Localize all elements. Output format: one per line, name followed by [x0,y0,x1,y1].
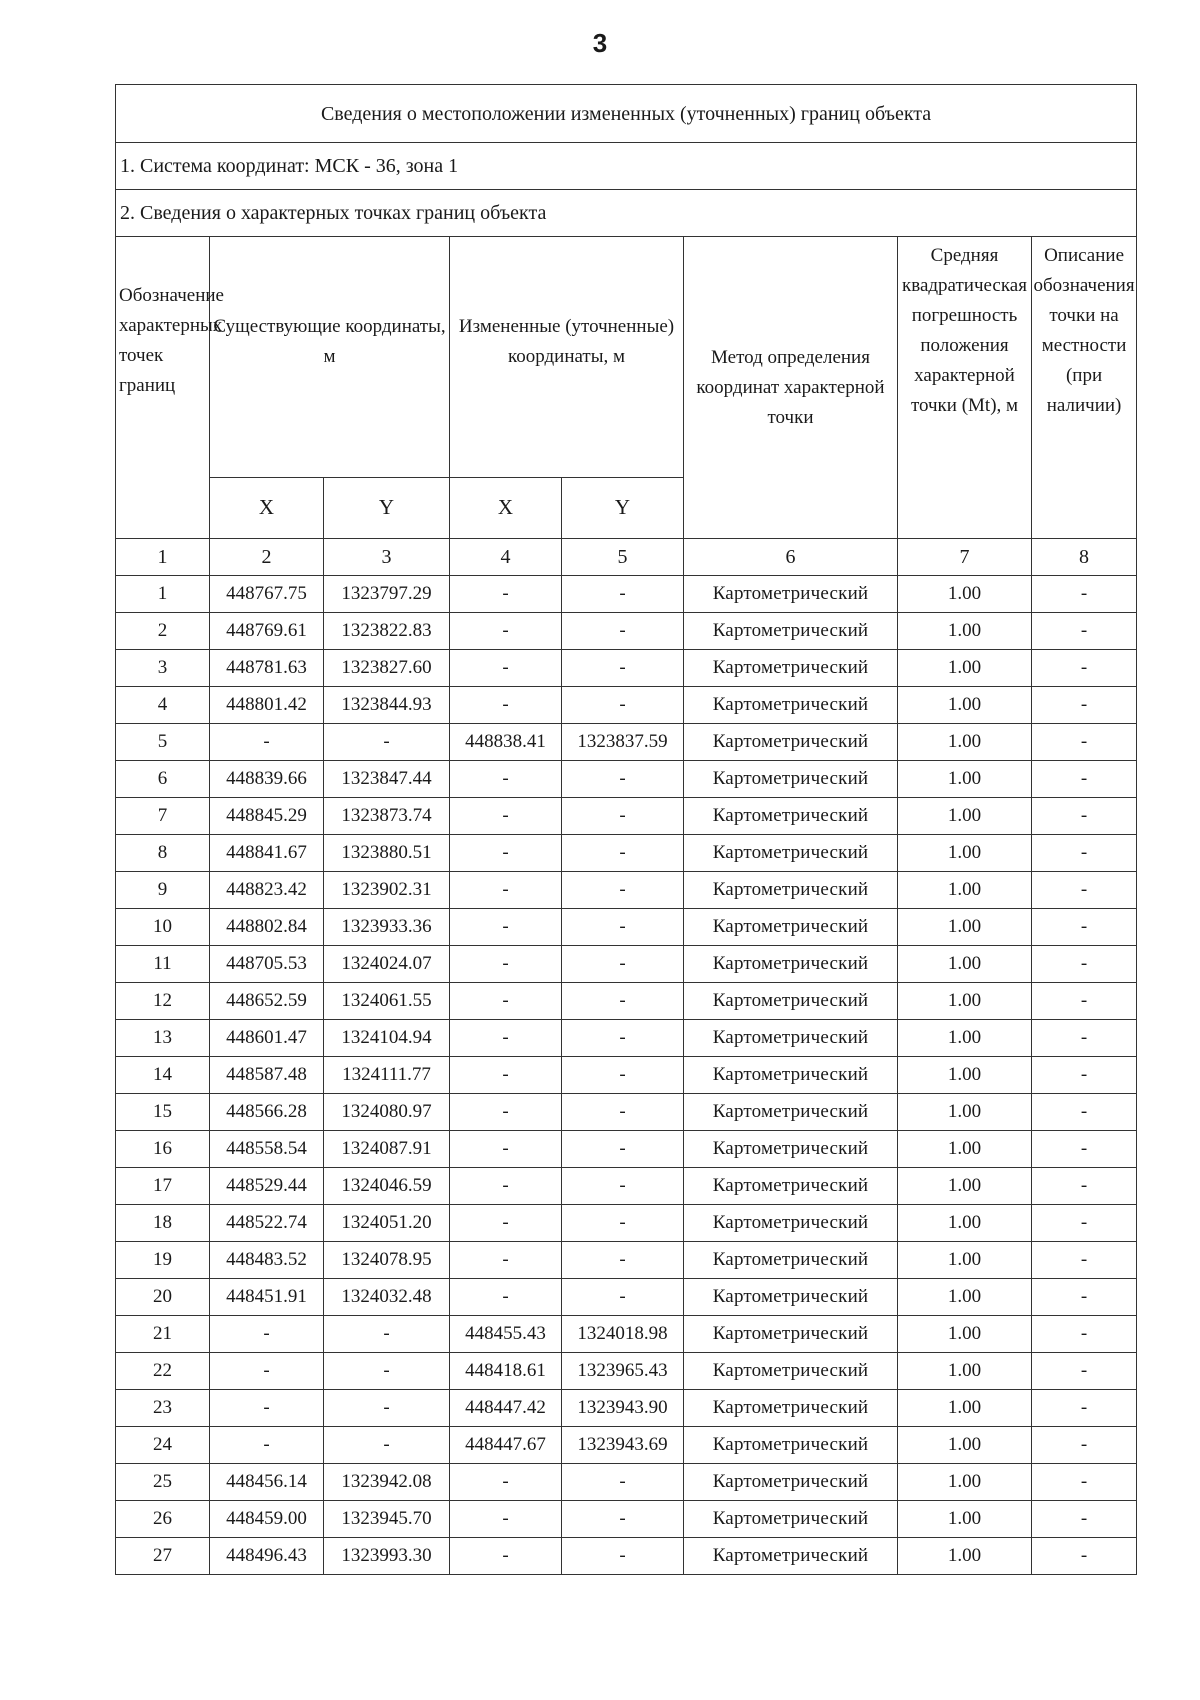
changed-y-cell: - [562,835,684,872]
existing-x-cell: 448483.52 [210,1242,324,1279]
table-row [116,724,1137,761]
method-cell: Картометрический [684,687,898,724]
existing-y-cell: 1324051.20 [324,1205,450,1242]
accuracy-cell: 1.00 [898,1131,1032,1168]
page-number: 3 [592,28,608,58]
changed-y-cell: - [562,798,684,835]
method-cell: Картометрический [684,1390,898,1427]
header-existing-coords: Существующие координаты, м [210,237,450,478]
changed-x-cell: - [450,1279,562,1316]
existing-x-cell: 448601.47 [210,1020,324,1057]
changed-y-cell: - [562,1205,684,1242]
method-cell: Картометрический [684,1057,898,1094]
table-row [116,1242,1137,1279]
column-number: 3 [324,539,450,576]
existing-y-cell: 1324024.07 [324,946,450,983]
existing-y-cell: 1323873.74 [324,798,450,835]
method-cell: Картометрический [684,613,898,650]
coordinate-system: 1. Система координат: МСК - 36, зона 1 [116,143,1137,190]
changed-y-cell: - [562,687,684,724]
existing-y-cell: 1324104.94 [324,1020,450,1057]
description-cell: - [1032,1131,1137,1168]
table-row [116,983,1137,1020]
description-cell: - [1032,909,1137,946]
existing-y-cell: - [324,724,450,761]
description-cell: - [1032,835,1137,872]
description-cell: - [1032,1501,1137,1538]
changed-y-cell: 1323943.69 [562,1427,684,1464]
point-number-cell: 17 [116,1168,210,1205]
column-number: 5 [562,539,684,576]
accuracy-cell: 1.00 [898,1538,1032,1575]
changed-y-cell: - [562,1464,684,1501]
method-cell: Картометрический [684,1316,898,1353]
changed-y-cell: - [562,983,684,1020]
description-cell: - [1032,983,1137,1020]
existing-y-cell: 1323797.29 [324,576,450,613]
description-cell: - [1032,946,1137,983]
table-row [116,872,1137,909]
existing-x-cell: 448845.29 [210,798,324,835]
point-number-cell: 21 [116,1316,210,1353]
method-cell: Картометрический [684,1501,898,1538]
description-cell: - [1032,1390,1137,1427]
point-number-cell: 26 [116,1501,210,1538]
existing-y-cell: 1324087.91 [324,1131,450,1168]
method-cell: Картометрический [684,1020,898,1057]
changed-y-cell: - [562,1057,684,1094]
point-number-cell: 22 [116,1353,210,1390]
accuracy-cell: 1.00 [898,1316,1032,1353]
existing-x-cell: 448781.63 [210,650,324,687]
accuracy-cell: 1.00 [898,1279,1032,1316]
description-cell: - [1032,1205,1137,1242]
changed-y-cell: - [562,872,684,909]
accuracy-cell: 1.00 [898,1205,1032,1242]
changed-x-cell: - [450,798,562,835]
point-number-cell: 8 [116,835,210,872]
accuracy-cell: 1.00 [898,1168,1032,1205]
existing-x-cell: 448456.14 [210,1464,324,1501]
column-number: 8 [1032,539,1137,576]
changed-y-cell: 1324018.98 [562,1316,684,1353]
table-row [116,1094,1137,1131]
existing-y-cell: 1323902.31 [324,872,450,909]
changed-x-cell: - [450,1501,562,1538]
column-number: 4 [450,539,562,576]
changed-y-cell: 1323943.90 [562,1390,684,1427]
boundary-points-table [115,84,1137,1575]
existing-y-cell: 1324078.95 [324,1242,450,1279]
changed-x-cell: - [450,872,562,909]
existing-x-cell: 448767.75 [210,576,324,613]
column-number: 7 [898,539,1032,576]
existing-x-cell: 448496.43 [210,1538,324,1575]
method-cell: Картометрический [684,1279,898,1316]
table-row [116,1020,1137,1057]
changed-x-cell: - [450,1205,562,1242]
changed-y-cell: - [562,613,684,650]
method-cell: Картометрический [684,1538,898,1575]
table-row [116,1131,1137,1168]
description-cell: - [1032,1316,1137,1353]
changed-x-cell: - [450,576,562,613]
accuracy-cell: 1.00 [898,1057,1032,1094]
changed-x-cell: - [450,1464,562,1501]
changed-y-cell: - [562,1168,684,1205]
method-cell: Картометрический [684,872,898,909]
method-cell: Картометрический [684,1464,898,1501]
point-number-cell: 19 [116,1242,210,1279]
changed-y-cell: - [562,576,684,613]
method-cell: Картометрический [684,761,898,798]
header-method: Метод определения координат характерной точки [684,237,898,539]
existing-y-cell: 1323942.08 [324,1464,450,1501]
changed-y-cell: - [562,650,684,687]
point-number-cell: 27 [116,1538,210,1575]
existing-x-cell: - [210,1316,324,1353]
accuracy-cell: 1.00 [898,983,1032,1020]
accuracy-cell: 1.00 [898,1353,1032,1390]
existing-y-cell: 1323993.30 [324,1538,450,1575]
accuracy-cell: 1.00 [898,1427,1032,1464]
point-number-cell: 11 [116,946,210,983]
column-numbers-row [116,539,1137,576]
description-cell: - [1032,1168,1137,1205]
accuracy-cell: 1.00 [898,946,1032,983]
existing-x-cell: 448705.53 [210,946,324,983]
table-row [116,576,1137,613]
changed-x-cell: 448447.67 [450,1427,562,1464]
table-row [116,1427,1137,1464]
point-number-cell: 14 [116,1057,210,1094]
point-number-cell: 9 [116,872,210,909]
header-description: Описание обозначения точки на местности (при наличии) [1032,237,1137,539]
changed-y-cell: - [562,1538,684,1575]
table-row [116,1205,1137,1242]
changed-x-cell: - [450,835,562,872]
existing-y-cell: - [324,1427,450,1464]
table-row [116,835,1137,872]
changed-x-cell: 448447.42 [450,1390,562,1427]
changed-x-cell: - [450,1131,562,1168]
existing-x-cell: 448566.28 [210,1094,324,1131]
existing-y-cell: 1323933.36 [324,909,450,946]
accuracy-cell: 1.00 [898,1501,1032,1538]
existing-x-cell: 448451.91 [210,1279,324,1316]
point-number-cell: 3 [116,650,210,687]
point-number-cell: 4 [116,687,210,724]
existing-x-cell: 448839.66 [210,761,324,798]
existing-x-cell: - [210,1353,324,1390]
changed-y-cell: - [562,1242,684,1279]
changed-y-cell: 1323837.59 [562,724,684,761]
method-cell: Картометрический [684,983,898,1020]
table-row [116,650,1137,687]
description-cell: - [1032,1353,1137,1390]
changed-x-cell: - [450,1242,562,1279]
method-cell: Картометрический [684,909,898,946]
point-number-cell: 20 [116,1279,210,1316]
changed-y-cell: - [562,1020,684,1057]
method-cell: Картометрический [684,1094,898,1131]
method-cell: Картометрический [684,835,898,872]
existing-y-cell: 1324046.59 [324,1168,450,1205]
method-cell: Картометрический [684,1168,898,1205]
existing-y-cell: 1323822.83 [324,613,450,650]
method-cell: Картометрический [684,1242,898,1279]
point-number-cell: 15 [116,1094,210,1131]
accuracy-cell: 1.00 [898,576,1032,613]
table-row [116,687,1137,724]
existing-y-cell: 1324061.55 [324,983,450,1020]
description-cell: - [1032,1242,1137,1279]
method-cell: Картометрический [684,1131,898,1168]
table-row [116,761,1137,798]
header-changed-x: X [450,478,562,539]
header-point-designation: Обозначение характерных точек границ [116,237,210,539]
existing-x-cell: 448522.74 [210,1205,324,1242]
accuracy-cell: 1.00 [898,761,1032,798]
column-number: 6 [684,539,898,576]
existing-x-cell: 448802.84 [210,909,324,946]
point-number-cell: 1 [116,576,210,613]
method-cell: Картометрический [684,650,898,687]
changed-y-cell: - [562,1131,684,1168]
table-row [116,1538,1137,1575]
method-cell: Картометрический [684,1205,898,1242]
existing-x-cell: 448529.44 [210,1168,324,1205]
existing-x-cell: - [210,724,324,761]
existing-x-cell: 448841.67 [210,835,324,872]
accuracy-cell: 1.00 [898,687,1032,724]
table-title: Сведения о местоположении измененных (уточненных) границ объекта [116,85,1137,143]
table-row [116,798,1137,835]
accuracy-cell: 1.00 [898,1390,1032,1427]
changed-x-cell: - [450,1094,562,1131]
description-cell: - [1032,650,1137,687]
changed-x-cell: 448418.61 [450,1353,562,1390]
accuracy-cell: 1.00 [898,835,1032,872]
existing-x-cell: 448801.42 [210,687,324,724]
existing-y-cell: 1323827.60 [324,650,450,687]
column-number: 1 [116,539,210,576]
table-row [116,613,1137,650]
point-number-cell: 23 [116,1390,210,1427]
table-row [116,1353,1137,1390]
point-number-cell: 5 [116,724,210,761]
table-row [116,1464,1137,1501]
accuracy-cell: 1.00 [898,909,1032,946]
existing-x-cell: 448823.42 [210,872,324,909]
table-row [116,1168,1137,1205]
changed-x-cell: - [450,1538,562,1575]
existing-x-cell: 448558.54 [210,1131,324,1168]
method-cell: Картометрический [684,1427,898,1464]
existing-y-cell: 1323844.93 [324,687,450,724]
method-cell: Картометрический [684,798,898,835]
header-existing-y: Y [324,478,450,539]
description-cell: - [1032,576,1137,613]
existing-y-cell: - [324,1316,450,1353]
changed-x-cell: - [450,761,562,798]
accuracy-cell: 1.00 [898,1242,1032,1279]
existing-y-cell: 1323847.44 [324,761,450,798]
table-row [116,909,1137,946]
description-cell: - [1032,1464,1137,1501]
existing-y-cell: 1324111.77 [324,1057,450,1094]
changed-x-cell: - [450,650,562,687]
column-number: 2 [210,539,324,576]
existing-y-cell: 1324032.48 [324,1279,450,1316]
accuracy-cell: 1.00 [898,724,1032,761]
method-cell: Картометрический [684,724,898,761]
accuracy-cell: 1.00 [898,613,1032,650]
point-number-cell: 13 [116,1020,210,1057]
point-number-cell: 6 [116,761,210,798]
description-cell: - [1032,724,1137,761]
changed-x-cell: - [450,983,562,1020]
existing-y-cell: - [324,1390,450,1427]
accuracy-cell: 1.00 [898,650,1032,687]
description-cell: - [1032,1020,1137,1057]
changed-x-cell: - [450,613,562,650]
changed-x-cell: 448455.43 [450,1316,562,1353]
header-changed-y: Y [562,478,684,539]
header-existing-x: X [210,478,324,539]
existing-y-cell: 1323945.70 [324,1501,450,1538]
method-cell: Картометрический [684,946,898,983]
changed-x-cell: - [450,946,562,983]
description-cell: - [1032,687,1137,724]
description-cell: - [1032,1057,1137,1094]
description-cell: - [1032,613,1137,650]
existing-y-cell: 1324080.97 [324,1094,450,1131]
table-row [116,946,1137,983]
header-changed-coords: Измененные (уточненные) координаты, м [450,237,684,478]
accuracy-cell: 1.00 [898,1464,1032,1501]
description-cell: - [1032,798,1137,835]
point-number-cell: 24 [116,1427,210,1464]
existing-x-cell: 448652.59 [210,983,324,1020]
existing-x-cell: - [210,1390,324,1427]
changed-x-cell: - [450,1168,562,1205]
changed-x-cell: - [450,687,562,724]
method-cell: Картометрический [684,576,898,613]
accuracy-cell: 1.00 [898,798,1032,835]
method-cell: Картометрический [684,1353,898,1390]
changed-y-cell: - [562,909,684,946]
existing-x-cell: 448459.00 [210,1501,324,1538]
description-cell: - [1032,872,1137,909]
point-number-cell: 18 [116,1205,210,1242]
accuracy-cell: 1.00 [898,872,1032,909]
existing-y-cell: 1323880.51 [324,835,450,872]
changed-y-cell: - [562,1094,684,1131]
section-heading: 2. Сведения о характерных точках границ объекта [116,190,1137,237]
description-cell: - [1032,761,1137,798]
point-number-cell: 12 [116,983,210,1020]
changed-y-cell: - [562,946,684,983]
existing-x-cell: - [210,1427,324,1464]
description-cell: - [1032,1427,1137,1464]
description-cell: - [1032,1279,1137,1316]
point-number-cell: 16 [116,1131,210,1168]
changed-x-cell: 448838.41 [450,724,562,761]
existing-x-cell: 448587.48 [210,1057,324,1094]
changed-y-cell: - [562,1501,684,1538]
changed-y-cell: - [562,761,684,798]
description-cell: - [1032,1538,1137,1575]
table-row [116,1390,1137,1427]
point-number-cell: 25 [116,1464,210,1501]
header-accuracy: Средняя квадратическая погрешность положения характерной точки (Mt), м [898,237,1032,539]
table-row [116,1057,1137,1094]
point-number-cell: 2 [116,613,210,650]
changed-y-cell: 1323965.43 [562,1353,684,1390]
changed-x-cell: - [450,1057,562,1094]
description-cell: - [1032,1094,1137,1131]
changed-x-cell: - [450,909,562,946]
table-row [116,1316,1137,1353]
accuracy-cell: 1.00 [898,1094,1032,1131]
table-row [116,1501,1137,1538]
table-row [116,1279,1137,1316]
changed-y-cell: - [562,1279,684,1316]
point-number-cell: 10 [116,909,210,946]
accuracy-cell: 1.00 [898,1020,1032,1057]
existing-y-cell: - [324,1353,450,1390]
existing-x-cell: 448769.61 [210,613,324,650]
changed-x-cell: - [450,1020,562,1057]
point-number-cell: 7 [116,798,210,835]
